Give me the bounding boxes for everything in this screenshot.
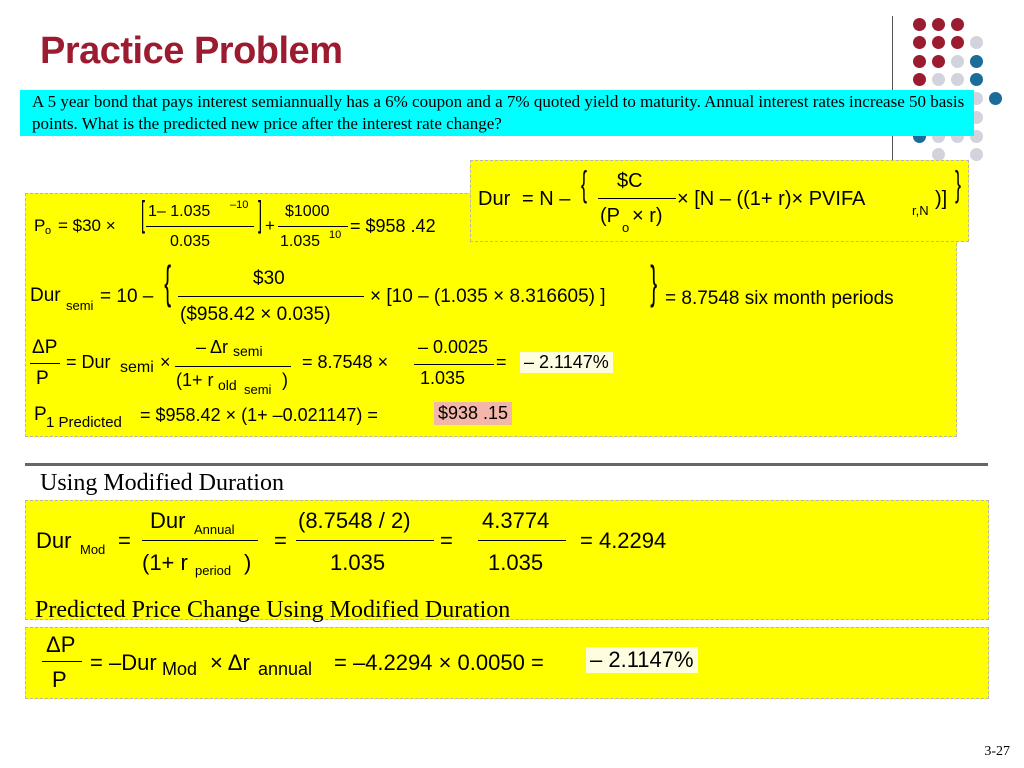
modified-duration-heading: Using Modified Duration xyxy=(40,470,284,496)
price-change-heading: Predicted Price Change Using Modified Duration xyxy=(35,597,511,623)
slide-title: Practice Problem xyxy=(40,30,343,72)
problem-text: A 5 year bond that pays interest semiannually has a 6% coupon and a 7% quoted yield to maturity. Annual interest rates increase 50 basis points. What is the predicted new price after the interest rate change? xyxy=(32,92,965,133)
section-divider xyxy=(25,463,988,466)
divider-line xyxy=(892,16,893,161)
page-number: 3-27 xyxy=(984,744,1010,759)
